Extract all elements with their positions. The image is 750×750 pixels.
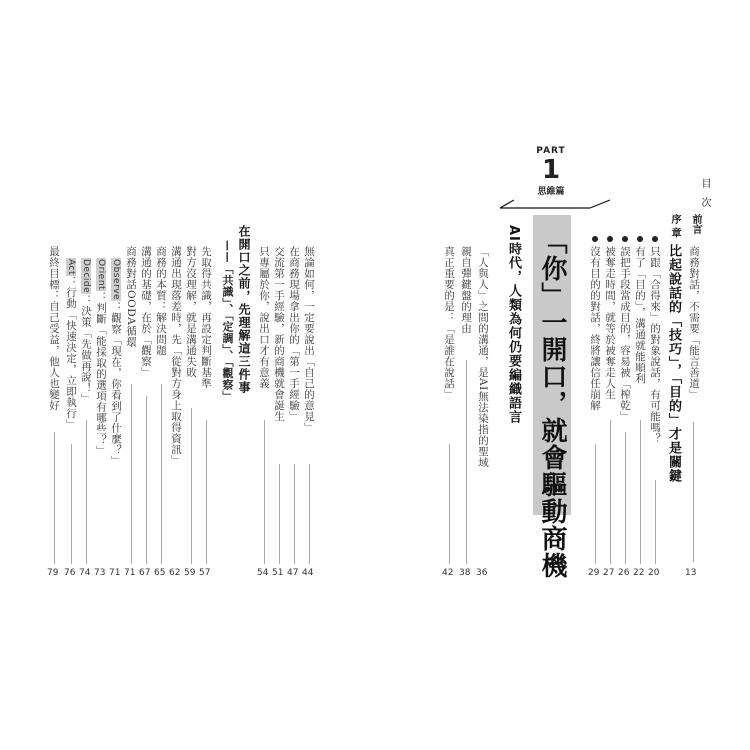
- ooda-item-act: [65, 258, 77, 430]
- leader-line: [610, 420, 611, 564]
- leader-line: [625, 432, 626, 564]
- page-number: 79: [47, 568, 59, 578]
- bullet-dot: [607, 236, 613, 242]
- leader-line: [161, 384, 162, 564]
- page-number: 26: [618, 568, 630, 578]
- page-number: 20: [648, 568, 660, 578]
- page-number: 54: [257, 568, 269, 578]
- leader-line: [693, 422, 694, 562]
- ooda-text: ：觀察「現在，你看到了什麼？」: [110, 301, 122, 467]
- leader-line: [54, 432, 55, 564]
- leader-line: [655, 480, 656, 564]
- page-number: 65: [154, 568, 166, 578]
- ooda-item-decide: [80, 258, 92, 404]
- section-ai-item: 「人與人」之間的溝通，是AI無法染指的聖域: [477, 246, 489, 468]
- part-title: 「你」一開口，就會驅動商機: [537, 228, 567, 579]
- leader-line: [264, 420, 265, 564]
- leader-line: [71, 444, 72, 564]
- page-number: 57: [199, 568, 211, 578]
- ooda-text: ：行動「快速決定，立即執行」: [65, 275, 77, 430]
- leader-line: [279, 464, 280, 564]
- page-number: 22: [633, 568, 645, 578]
- list-item: 在商務現場拿出你的「第一手經驗」: [288, 246, 300, 422]
- front-title: 商務對話，不需要「能言善道」: [688, 246, 700, 400]
- prologue-label: 序 章: [669, 214, 680, 238]
- ooda-tag: Act: [66, 259, 76, 275]
- list-item: 只專屬於你，說出口才有意義: [258, 246, 270, 389]
- bullet-dot: [622, 236, 628, 242]
- leader-line: [640, 420, 641, 564]
- ooda-text: ：決策「先做再說！」: [80, 294, 92, 405]
- list-item: 交流第一手經驗，新的商機就會誕生: [273, 246, 285, 422]
- section-three-title: 在開口之前，先理解這三件事: [237, 225, 251, 394]
- page-number: 67: [139, 568, 151, 578]
- leader-line: [86, 420, 87, 564]
- leader-line: [191, 408, 192, 564]
- page-number: 76: [64, 568, 76, 578]
- section-ai-title: AI時代，人類為何仍要編織語言: [506, 225, 521, 424]
- leader-line: [309, 464, 310, 564]
- part-name: 思維篇: [537, 187, 565, 197]
- list-item: 商務的本質：解決問題: [155, 246, 167, 356]
- list-item: 最終目標：自己受益，他人也變好: [48, 246, 60, 411]
- leader-line: [466, 360, 467, 564]
- prologue-item: 誤把手段當成目的，容易被「榨乾」: [619, 246, 631, 422]
- list-item: 無論如何，一定要說出「自己的意見」: [303, 246, 315, 433]
- ooda-tag: Orient: [96, 259, 106, 291]
- ooda-tag: Observe: [111, 259, 121, 301]
- section-ai-item: 真正重要的是：「是誰在說話」: [443, 246, 455, 400]
- part-marker: [530, 146, 572, 197]
- bullet-dot: [637, 236, 643, 242]
- prologue-item: 有了「目的」，溝通就能順利: [634, 246, 646, 384]
- page-number: 59: [184, 568, 196, 578]
- ooda-text: ：判斷「能採取的選項有哪些？」: [95, 291, 107, 457]
- leader-line: [206, 420, 207, 564]
- page-number: 42: [442, 568, 454, 578]
- leader-line: [449, 444, 450, 564]
- prologue-item: 沒有目的的對話，終將讓信任崩解: [589, 246, 601, 411]
- toc-header: 目 次: [699, 178, 710, 211]
- bullet-dot: [652, 236, 658, 242]
- page-number: 71: [109, 568, 121, 578]
- prologue-title: 比起說話的「技巧」，「目的」才是關鍵: [666, 244, 681, 483]
- list-item: 溝通出現落差時，先「從對方身上取得資訊」: [170, 246, 182, 466]
- bullet-dot: [592, 236, 598, 242]
- page-number: 36: [476, 568, 488, 578]
- leader-line: [595, 444, 596, 564]
- ooda-item-orient: [95, 258, 107, 456]
- prologue-item: 只跟「合得來」的對象說話，有可能嗎？: [649, 246, 661, 444]
- leader-line: [146, 396, 147, 564]
- page-number: 38: [459, 568, 471, 578]
- page-number: 73: [94, 568, 106, 578]
- list-item: 先取得共識，再設定判斷基準: [200, 246, 212, 389]
- prologue-item: 被奪走時間，就等於被奪走人生: [604, 246, 616, 400]
- leader-line: [131, 384, 132, 564]
- leader-line: [294, 464, 295, 564]
- ooda-item-observe: [110, 258, 122, 466]
- part-number: 1: [541, 155, 561, 185]
- section-ai-item: 親自彈鍵盤的理由: [460, 246, 472, 334]
- page-number: 62: [169, 568, 181, 578]
- page-number: 13: [685, 568, 697, 578]
- page-number: 44: [302, 568, 314, 578]
- part-label: PART: [536, 146, 566, 156]
- section-three-subtitle: ——「共識」、「定調」、「觀察」: [221, 240, 234, 402]
- page-number: 71: [124, 568, 136, 578]
- ooda-tag: Decide: [81, 259, 91, 294]
- page-number: 27: [603, 568, 615, 578]
- page-number: 74: [79, 568, 91, 578]
- list-item: 對方沒理解，就是溝通失敗: [185, 246, 197, 378]
- front-label: 前言: [690, 214, 701, 234]
- page-number: 51: [272, 568, 284, 578]
- list-item: 商務對話OODA循環: [125, 246, 137, 348]
- list-item: 溝通的基礎，在於「觀察」: [140, 246, 152, 378]
- page-number: 47: [287, 568, 299, 578]
- page-number: 29: [588, 568, 600, 578]
